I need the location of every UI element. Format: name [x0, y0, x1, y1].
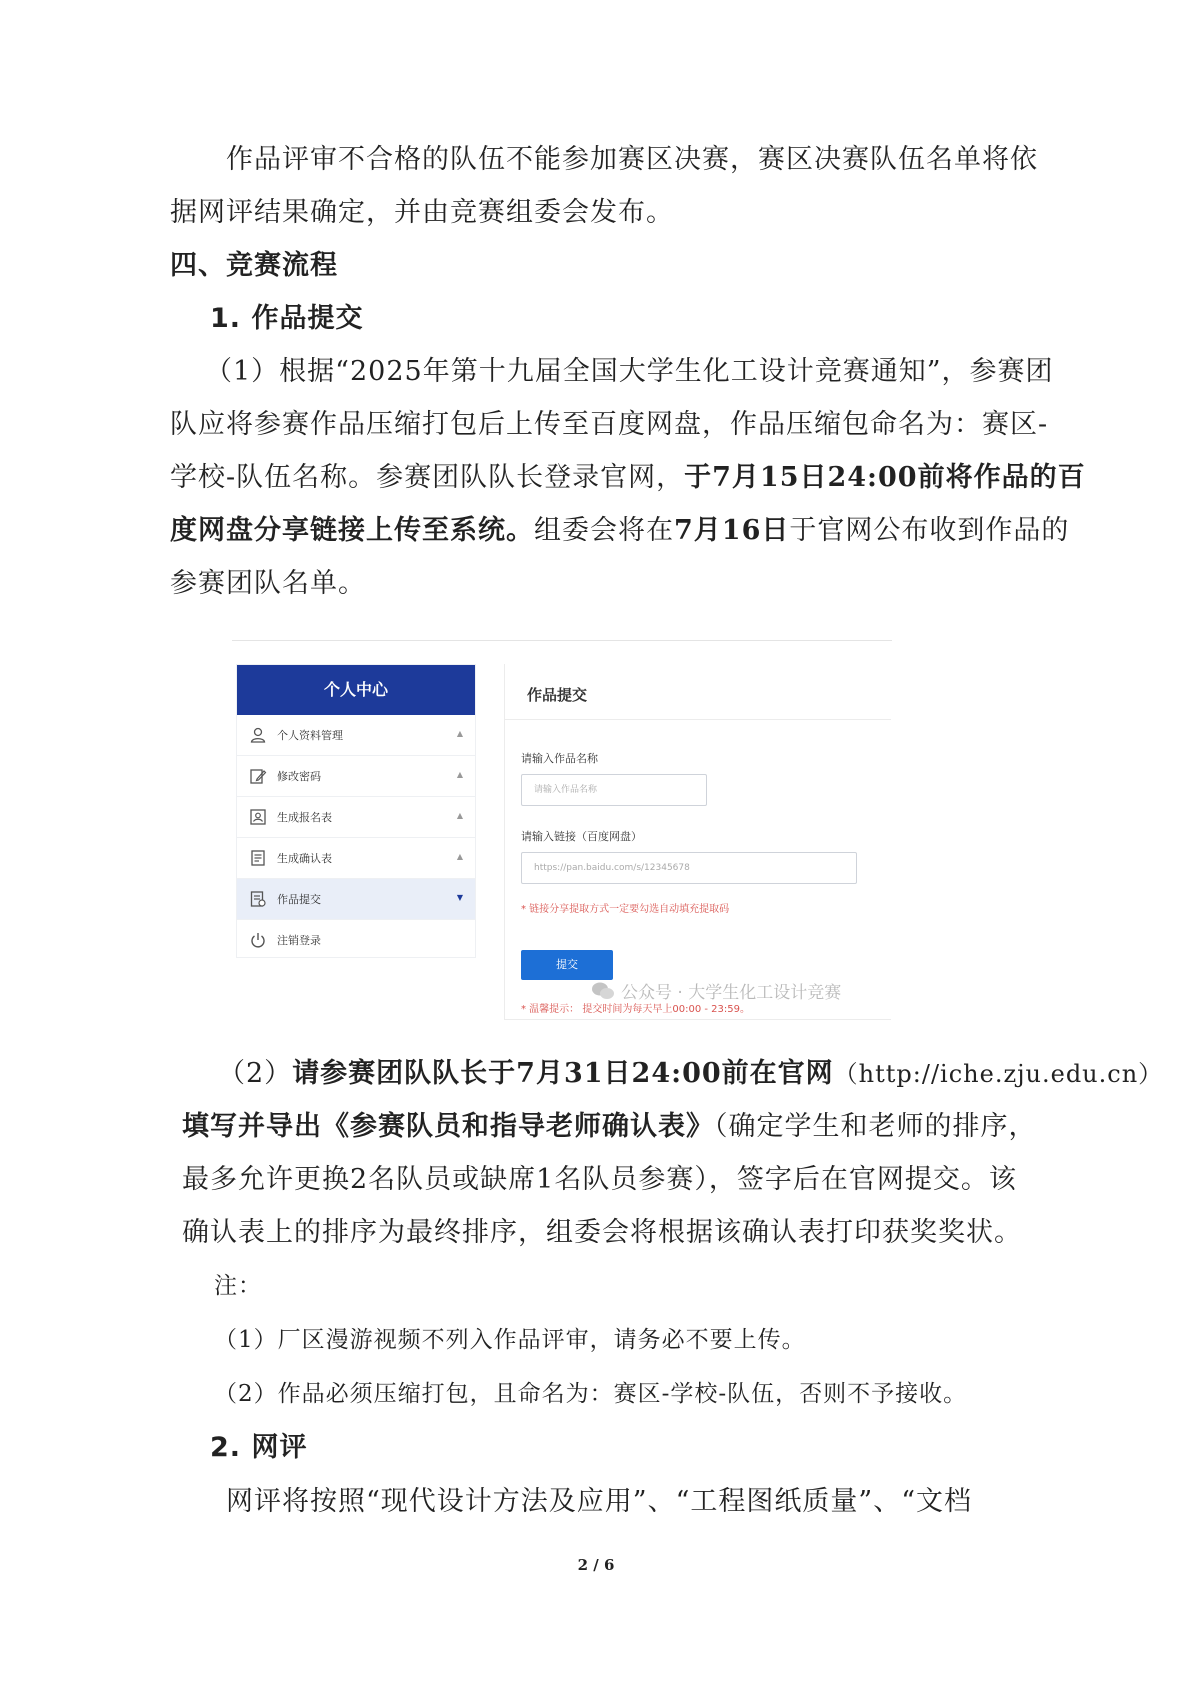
- user-icon: [249, 726, 267, 744]
- submit-doc-icon: [249, 890, 267, 908]
- watermark-text: 公众号 · 大学生化工设计竞赛: [621, 983, 842, 1003]
- sidebar-item-label: 注销登录: [277, 934, 321, 947]
- form-icon: [249, 808, 267, 826]
- chevron-up-icon: ▲: [456, 811, 463, 820]
- link-input[interactable]: https://pan.baidu.com/s/12345678: [521, 852, 857, 884]
- paragraph-line: 确认表上的排序为最终排序，组委会将根据该确认表打印获奖奖状。: [182, 1217, 1022, 1248]
- chevron-up-icon: ▲: [456, 852, 463, 861]
- section-heading: 四、竞赛流程: [170, 250, 338, 281]
- bold-text-run: 7月16日: [674, 515, 790, 546]
- divider: [505, 719, 891, 720]
- page-number: 2 / 6: [577, 1556, 615, 1574]
- panel-title: 作品提交: [527, 686, 588, 704]
- paragraph-line: （1）根据“2025年第十九届全国大学生化工设计竞赛通知”，参赛团: [205, 356, 1054, 387]
- work-name-input[interactable]: 请输入作品名称: [521, 774, 707, 806]
- text-run: （确定学生和老师的排序，: [714, 1111, 1037, 1142]
- text-run: 学校-队伍名称。参赛团队队长登录官网，: [170, 462, 685, 493]
- chevron-down-icon: ▼: [456, 893, 463, 902]
- bold-text-run: 度网盘分享链接上传至系统。: [170, 515, 534, 546]
- bold-text-run: 于7月15日24:00前将作品的百: [684, 462, 1086, 493]
- paragraph-line: 最多允许更换2名队员或缺席1名队员参赛），签字后在官网提交。该: [182, 1164, 1017, 1195]
- paragraph-line: [170, 458, 1086, 498]
- paragraph-line: 参赛团队名单。: [170, 568, 366, 599]
- sidebar-item-submission[interactable]: [237, 879, 475, 920]
- website-link[interactable]: （http://iche.zju.edu.cn）: [833, 1060, 1164, 1088]
- link-warning: * 链接分享提取方式一定要勾选自动填充提取码: [521, 904, 730, 915]
- note-item: （1）厂区漫游视频不列入作品评审，请务必不要上传。: [214, 1327, 806, 1353]
- note-item: （2）作品必须压缩打包，且命名为：赛区-学校-队伍，否则不予接收。: [214, 1381, 968, 1407]
- chevron-up-icon: ▲: [456, 729, 463, 738]
- personal-center-sidebar: [236, 664, 476, 958]
- doc-icon: [249, 849, 267, 867]
- power-icon: [249, 931, 267, 949]
- sidebar-item-label: 生成报名表: [277, 811, 332, 824]
- divider: [232, 640, 892, 641]
- bold-text-run: 填写并导出《参赛队员和指导老师确认表》: [182, 1111, 714, 1142]
- paragraph-line: 队应将参赛作品压缩打包后上传至百度网盘，作品压缩包命名为：赛区-: [170, 409, 1049, 440]
- paragraph-line: 据网评结果确定，并由竞赛组委会发布。: [170, 197, 674, 228]
- sidebar-item-registration-form[interactable]: [237, 797, 475, 838]
- work-name-label: 请输入作品名称: [521, 752, 598, 765]
- bold-text-run: 请参赛团队队长于7月31日24:00前在官网: [292, 1058, 834, 1089]
- subsection-heading: 1. 作品提交: [210, 303, 364, 334]
- sidebar-item-profile[interactable]: [237, 715, 475, 756]
- text-run: 于官网公布收到作品的: [789, 515, 1070, 546]
- sidebar-item-change-password[interactable]: [237, 756, 475, 797]
- submission-screenshot: [232, 640, 892, 1020]
- sidebar-item-label: 生成确认表: [277, 852, 332, 865]
- chevron-up-icon: ▲: [456, 770, 463, 779]
- paragraph-line: 作品评审不合格的队伍不能参加赛区决赛，赛区决赛队伍名单将依: [226, 144, 1038, 175]
- note-label: 注：: [214, 1273, 262, 1299]
- submission-panel: [504, 664, 891, 1020]
- edit-icon: [249, 767, 267, 785]
- text-run: （2）: [218, 1058, 293, 1089]
- paragraph-line: [170, 511, 1069, 551]
- subsection-heading: 2. 网评: [210, 1432, 308, 1463]
- paragraph-line: [182, 1107, 1037, 1147]
- text-run: 组委会将在: [534, 515, 674, 546]
- submit-button[interactable]: 提交: [521, 950, 613, 980]
- sidebar-item-label: 作品提交: [277, 893, 321, 906]
- wechat-icon: [591, 981, 615, 1001]
- paragraph-line: [218, 1054, 1163, 1094]
- paragraph-line: 网评将按照“现代设计方法及应用”、“工程图纸质量”、“文档: [226, 1486, 973, 1517]
- sidebar-title: 个人中心: [237, 665, 475, 715]
- sidebar-item-confirmation-form[interactable]: [237, 838, 475, 879]
- submission-tip: * 温馨提示： 提交时间为每天早上00:00 - 23:59。: [521, 1004, 750, 1015]
- sidebar-item-label: 个人资料管理: [277, 729, 343, 742]
- divider: [505, 1019, 891, 1020]
- sidebar-item-logout[interactable]: [237, 920, 475, 960]
- link-label: 请输入链接（百度网盘）: [521, 830, 642, 843]
- sidebar-item-label: 修改密码: [277, 770, 321, 783]
